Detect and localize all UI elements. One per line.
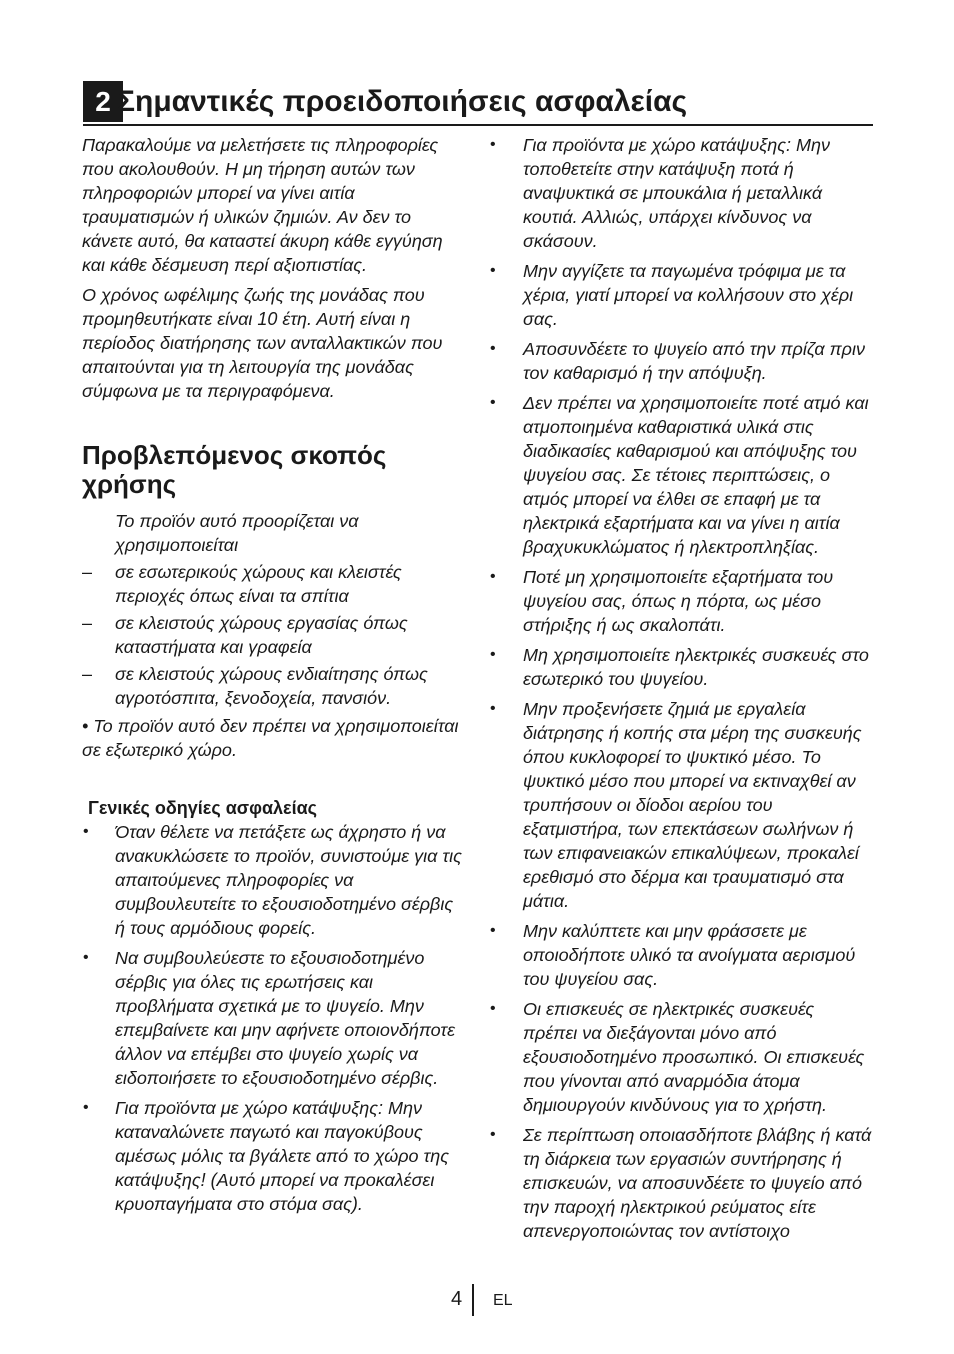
chapter-title: Σημαντικές προειδοποιήσεις ασφαλείας: [117, 85, 688, 118]
dash-marker: –: [82, 664, 93, 684]
outdoor-use-note: • Το προϊόν αυτό δεν πρέπει να χρησιμοποιείται σε εξωτερικό χώρο.: [82, 716, 459, 760]
list-item-text: Να συμβουλεύεστε το εξουσιοδοτημένο σέρβις για όλες τις ερωτήσεις και προβλήματα σχετικά με το ψυγείο. Μην επεμβαίνετε και μην αφήνετε οποιονδήποτε άλλον να επέμβει στο ψυγείο χωρίς να ειδοποιήσετε το εξουσιοδοτημένο σέρβις.: [115, 948, 456, 1088]
list-item-text: Μην προξενήσετε ζημιά με εργαλεία διάτρησης ή κοπής στα μέρη της συσκευής όπου κυκλοφορεί το ψυκτικό μέσο. Το ψυκτικό μέσο που μπορεί να εκτιναχθεί αν τρυπήσουν οι δίοδοι αερίου του εξατμιστήρα, των επεκτάσεων σωλήνων ή των επιφανειακών επικαλύψεων, προκαλεί ερεθισμό στο δέρμα και τραυματισμό στα μάτια.: [523, 699, 862, 911]
list-item-text: Δεν πρέπει να χρησιμοποιείτε ποτέ ατμό και ατμοποιημένα καθαριστικά υλικά στις διαδικασίες καθαρισμού και απόψυξης του ψυγείου σας. Σε τέτοιες περιπτώσεις, ο ατμός μπορεί να έλθει σε επαφή με τα ηλεκτρικά εξαρτήματα και να γίνει η αιτία βραχυκυκλώματος ή ηλεκτροπληξίας.: [523, 393, 869, 557]
bullet-marker: •: [490, 1000, 496, 1017]
general-safety-list-right: [489, 133, 873, 1243]
general-safety-list-left: [82, 820, 466, 1216]
bullet-marker: •: [490, 262, 496, 279]
list-item-text: σε κλειστούς χώρους εργασίας όπως καταστήματα και γραφεία: [115, 613, 408, 657]
intro-paragraph-2: Ο χρόνος ωφέλιμης ζωής της μονάδας που προμηθευτήκατε είναι 10 έτη. Αυτή είναι η περίοδος διατήρησης των ανταλλακτικών που απαιτούνται για τη λειτουργία της μονάδας σύμφωνα με τα περιγραφόμενα.: [82, 285, 443, 401]
list-item-text: Οι επισκευές σε ηλεκτρικές συσκευές πρέπει να διεξάγονται μόνο από εξουσιοδοτημένο προσωπικό. Οι επισκευές που γίνονται από αναρμόδια άτομα δημιουργούν κινδύνους για το χρήστη.: [523, 999, 865, 1115]
intended-use-list: [82, 509, 466, 710]
list-item: [489, 565, 873, 637]
list-item: [489, 391, 873, 559]
list-item-text: Αποσυνδέετε το ψυγείο από την πρίζα πριν τον καθαρισμό ή την απόψυξη.: [523, 339, 865, 383]
list-item-text: Μην αγγίζετε τα παγωμένα τρόφιμα με τα χέρια, γιατί μπορεί να κολλήσουν στο χέρι σας.: [523, 261, 854, 329]
list-item-text: Ποτέ μη χρησιμοποιείτε εξαρτήματα του ψυγείου σας, όπως η πόρτα, ως μέσο στήριξης ή ως σκαλοπάτι.: [523, 567, 834, 635]
bullet-marker: •: [490, 646, 496, 663]
bullet-marker: •: [490, 136, 496, 153]
list-item: [489, 697, 873, 913]
chapter-number: 2: [83, 81, 123, 122]
bullet-marker: •: [490, 340, 496, 357]
list-item: [489, 643, 873, 691]
list-item: [82, 560, 466, 608]
bullet-marker: •: [83, 949, 89, 966]
page-footer: [0, 1284, 954, 1318]
list-item: [82, 662, 466, 710]
bullet-marker: •: [83, 823, 89, 840]
list-item: [82, 611, 466, 659]
list-item-text: σε εσωτερικούς χώρους και κλειστές περιοχές όπως είναι τα σπίτια: [115, 562, 402, 606]
page-number: 4: [451, 1288, 463, 1310]
bullet-marker: •: [490, 700, 496, 717]
bullet-marker: •: [490, 394, 496, 411]
bullet-marker: •: [490, 1126, 496, 1143]
dash-marker: –: [82, 562, 93, 582]
list-item: [489, 919, 873, 991]
list-item-text: Για προϊόντα με χώρο κατάψυξης: Μην τοποθετείτε στην κατάψυξη ποτά ή αναψυκτικά σε μπουκάλια ή μεταλλικά κουτιά. Αλλιώς, υπάρχει κίνδυνος να σκάσουν.: [523, 135, 831, 251]
intended-use-heading: Προβλεπόμενος σκοπός χρήσης: [82, 440, 387, 499]
list-item: [82, 1096, 466, 1216]
bullet-marker: •: [83, 1099, 89, 1116]
list-item: [489, 259, 873, 331]
language-code: EL: [493, 1292, 513, 1309]
intended-use-lead: Το προϊόν αυτό προορίζεται να χρησιμοποιείται: [115, 511, 359, 555]
bullet-marker: •: [490, 922, 496, 939]
footer-divider: [472, 1284, 474, 1316]
list-item-text: Όταν θέλετε να πετάξετε ως άχρηστο ή να ανακυκλώσετε το προϊόν, συνιστούμε για τις απαιτούμενες πληροφορίες να συμβουλευτείτε το εξουσιοδοτημένο σέρβις ή τους αρμόδιους φορείς.: [115, 822, 462, 938]
list-item: [489, 1123, 873, 1243]
list-item: [82, 820, 466, 940]
right-column: [489, 133, 873, 1249]
dash-marker: –: [82, 613, 93, 633]
chapter-header: [83, 80, 873, 126]
intro-paragraph-1: Παρακαλούμε να μελετήσετε τις πληροφορίες που ακολουθούν. Η μη τήρηση αυτών των πληροφοριών μπορεί να γίνει αιτία τραυματισμών ή υλικών ζημιών. Αν δεν το κάνετε αυτό, θα καταστεί άκυρη κάθε εγγύηση και κάθε δέσμευση περί αξιοπιστίας.: [82, 135, 443, 275]
bullet-marker: •: [490, 568, 496, 585]
list-item-text: Μην καλύπτετε και μην φράσσετε με οποιοδήποτε υλικό τα ανοίγματα αερισμού του ψυγείου σας.: [523, 921, 856, 989]
list-item: [489, 337, 873, 385]
list-item: [489, 997, 873, 1117]
list-item: [82, 946, 466, 1090]
list-item-text: σε κλειστούς χώρους ενδιαίτησης όπως αγροτόσπιτα, ξενοδοχεία, πανσιόν.: [115, 664, 428, 708]
list-item: [489, 133, 873, 253]
list-item-text: Μη χρησιμοποιείτε ηλεκτρικές συσκευές στο εσωτερικό του ψυγείου.: [523, 645, 869, 689]
list-item-text: Σε περίπτωση οποιασδήποτε βλάβης ή κατά τη διάρκεια των εργασιών συντήρησης ή επισκευών, να αποσυνδέετε το ψυγείο από την παροχή ηλεκτρικού ρεύματος είτε απενεργοποιώντας τον αντίστοιχο: [523, 1125, 872, 1241]
general-safety-heading: Γενικές οδηγίες ασφαλείας: [88, 798, 318, 818]
list-item-text: Για προϊόντα με χώρο κατάψυξης: Μην καταναλώνετε παγωτό και παγοκύβους αμέσως μόλις τα βγάλετε από το χώρο της κατάψυξης! (Αυτό μπορεί να προκαλέσει κρυοπαγήματα στο στόμα σας).: [115, 1098, 450, 1214]
left-column: [82, 133, 466, 1222]
